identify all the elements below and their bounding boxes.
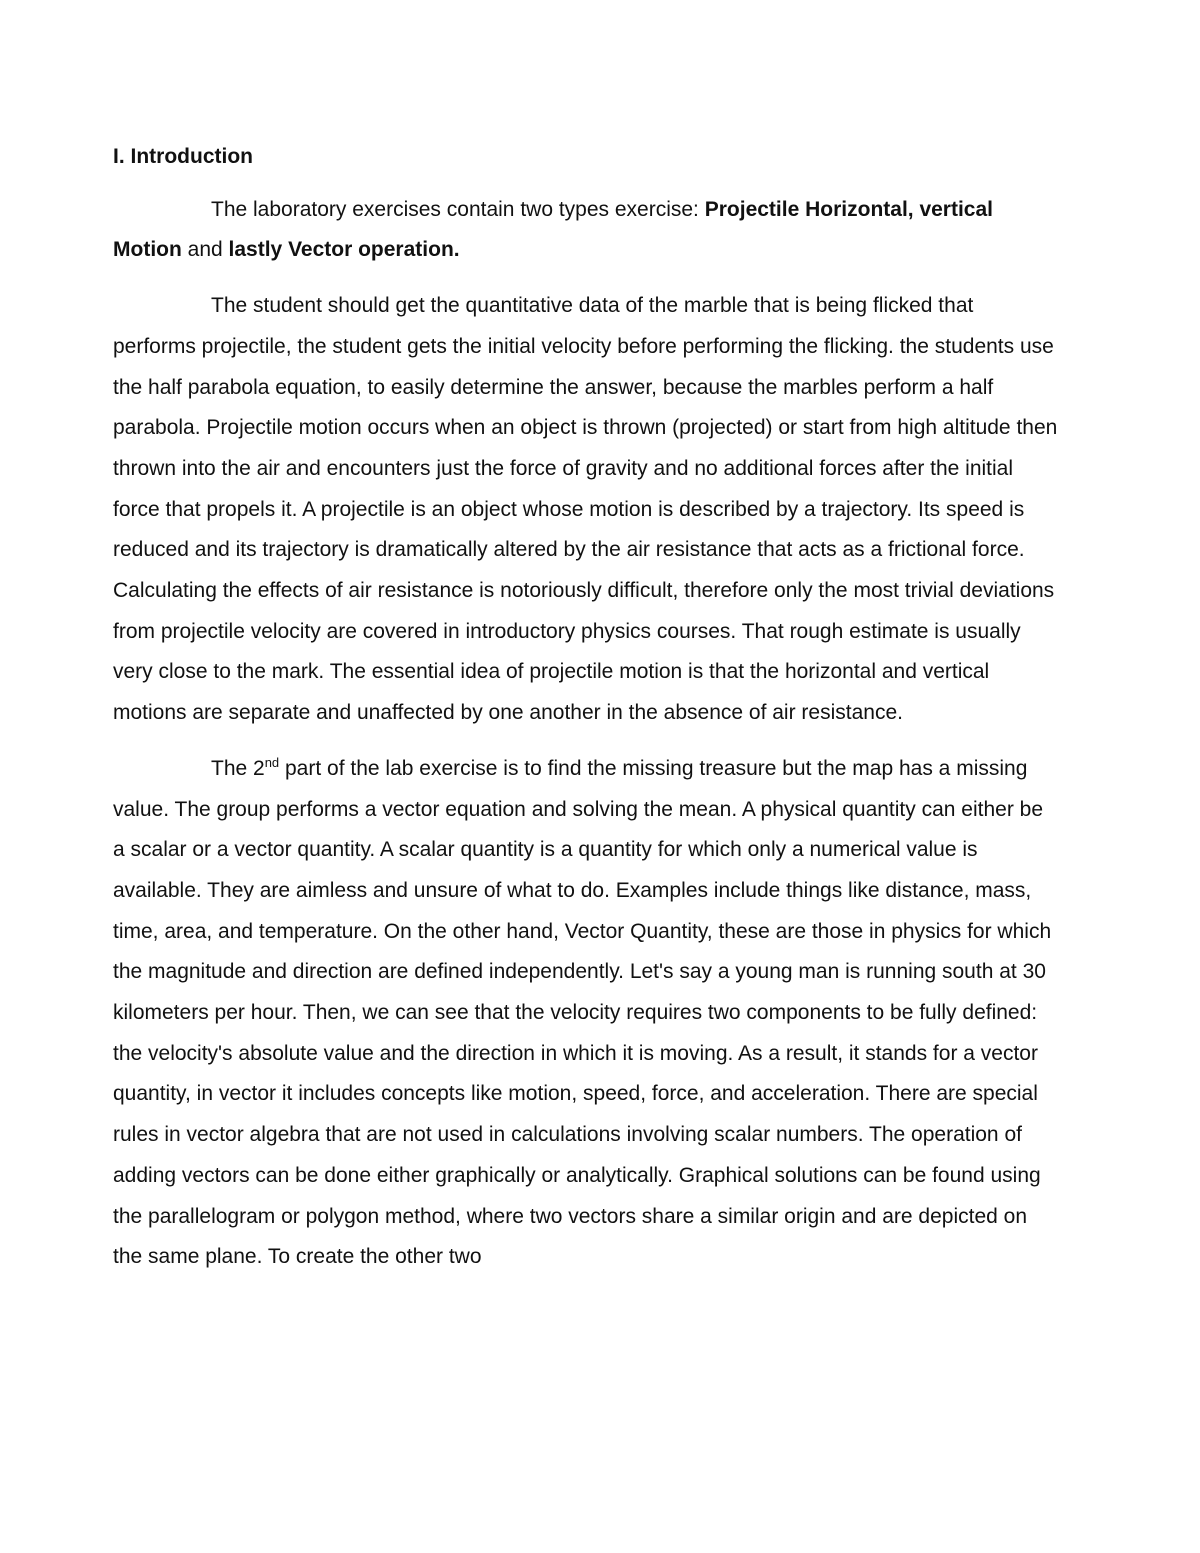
section-heading: I. Introduction bbox=[113, 145, 253, 168]
document-page bbox=[113, 137, 1058, 1293]
paragraph-intro-text-2: and bbox=[181, 238, 229, 262]
paragraph-vector bbox=[113, 749, 1058, 1278]
paragraph-projectile: The student should get the quantitative data of the marble that is being flicked that performs projectile, the student gets the initial velocity before performing the flicking. the students use the half parabola equation, to easily determine the answer, because the marbles perform a half parabola. Projectile motion occurs when an object is thrown (projected) or start from high altitude then thrown into the air and encounters just the force of gravity and no additional forces after the initial force that propels it. A projectile is an object whose motion is described by a trajectory. Its speed is reduced and its trajectory is dramatically altered by the air resistance that acts as a frictional force. Calculating the effects of air resistance is notoriously difficult, therefore only the most trivial deviations from projectile velocity are covered in introductory physics courses. That rough estimate is usually very close to the mark. The essential idea of projectile motion is that the horizontal and vertical motions are separate and unaffected by one another in the absence of air resistance. bbox=[113, 294, 1058, 725]
paragraph-vector-text-1: The 2 bbox=[211, 756, 265, 780]
ordinal-superscript: nd bbox=[264, 754, 280, 770]
paragraph-intro-text-1: The laboratory exercises contain two types exercise: bbox=[211, 197, 705, 221]
paragraph-vector-text-2: part of the lab exercise is to find the missing treasure but the map has a missing value. The group performs a vector equation and solving the mean. A physical quantity can either be a scalar or a vector quantity. A scalar quantity is a quantity for which only a numerical value is available. They are aimless and unsure of what to do. Examples include things like distance, mass, time, area, and temperature. On the other hand, Vector Quantity, these are those in physics for which the magnitude and direction are defined independently. Let's say a young man is running south at 30 kilometers per hour. Then, we can see that the velocity requires two components to be fully defined: the velocity's absolute value and the direction in which it is moving. As a result, it stands for a vector quantity, in vector it includes concepts like motion, speed, force, and acceleration. There are special rules in vector algebra that are not used in calculations involving scalar numbers. The operation of adding vectors can be done either graphically or analytically. Graphical solutions can be found using the parallelogram or polygon method, where two vectors share a similar origin and are depicted on the same plane. To create the other two bbox=[113, 756, 1052, 1269]
paragraph-intro bbox=[113, 190, 1058, 271]
bold-vector-operation: lastly Vector operation. bbox=[228, 238, 460, 262]
bold-projectile-motion: Projectile Horizontal, vertical Motion bbox=[113, 197, 993, 262]
